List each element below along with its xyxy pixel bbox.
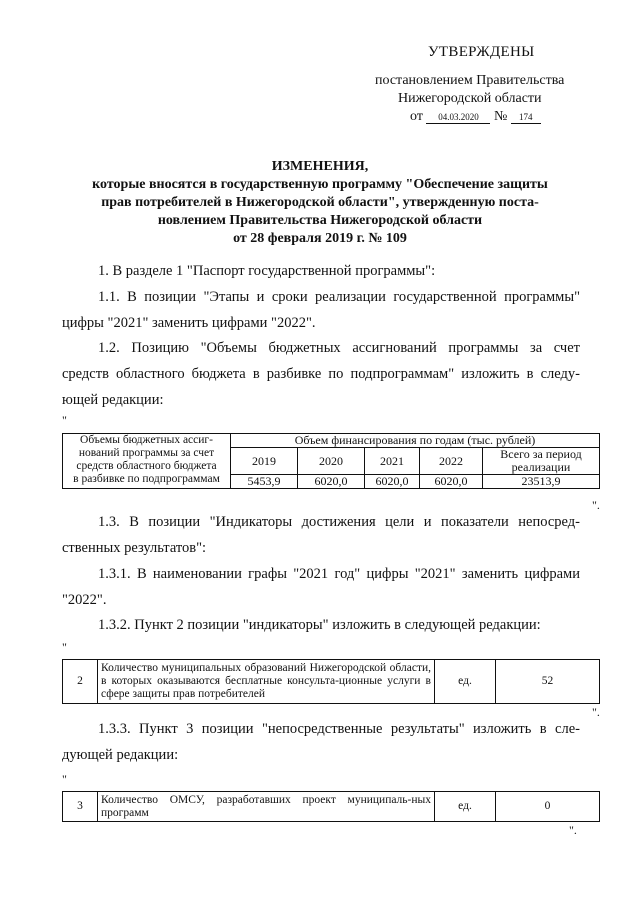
- budget-table-label: [63, 434, 231, 489]
- paragraph-1-3-1: [62, 565, 580, 609]
- approval-line-2: Нижегородской области: [398, 91, 542, 106]
- paragraph-1-3-1-line-b: "2022".: [62, 592, 107, 608]
- approval-date-line: [410, 109, 541, 125]
- paragraph-1-3-1-line-a: 1.3.1. В наименовании графы "2021 год" цифры "2021" заменить цифрами: [98, 566, 580, 582]
- paragraph-1-3-line-b: ственных результатов":: [62, 540, 207, 556]
- budget-value-2020: 6020,0: [298, 475, 365, 489]
- budget-col-2019: 2019: [231, 448, 298, 475]
- date-prefix: от: [410, 109, 423, 124]
- approval-line-1: постановлением Правительства: [375, 73, 565, 88]
- title-line-5: от 28 февраля 2019 г. № 109: [233, 231, 407, 246]
- budget-label-line-4: в разбивке по подпрограммам: [73, 473, 220, 485]
- quote-close-2: ".: [592, 705, 600, 719]
- budget-label-line-2: нований программы за счет: [78, 447, 215, 459]
- budget-col-2020: 2020: [298, 448, 365, 475]
- paragraph-1-3-3-line-a: 1.3.3. Пункт 3 позиции "непосредственные результаты" изложить в сле-: [98, 721, 580, 737]
- budget-value-2022: 6020,0: [420, 475, 483, 489]
- result-num: 3: [63, 792, 98, 822]
- number-sign: №: [493, 109, 508, 124]
- result-table: [62, 791, 600, 822]
- approval-date: 04.03.2020: [426, 111, 490, 124]
- budget-table: [62, 433, 600, 489]
- quote-close-3: ".: [569, 823, 577, 837]
- quote-open-2: ": [62, 640, 67, 654]
- paragraph-1-2-line-c: ющей редакции:: [62, 392, 164, 408]
- budget-value-total: 23513,9: [483, 475, 600, 489]
- paragraph-1-3-2-text: 1.3.2. Пункт 2 позиции "индикаторы" изложить в следующей редакции:: [98, 617, 541, 633]
- paragraph-1-3-3-line-b: дующей редакции:: [62, 747, 179, 763]
- paragraph-1-2: [62, 339, 580, 409]
- title-line-3: прав потребителей в Нижегородской области", утвержденную поста-: [101, 195, 539, 210]
- title-line-4: новлением Правительства Нижегородской области: [157, 213, 483, 228]
- paragraph-1-3-2: [62, 616, 580, 634]
- paragraph-1-text: 1. В разделе 1 "Паспорт государственной программы":: [98, 263, 436, 279]
- paragraph-1-1: [62, 288, 580, 332]
- paragraph-1: [62, 262, 580, 280]
- paragraph-1-3-3: [62, 720, 580, 764]
- title-line-1: ИЗМЕНЕНИЯ,: [271, 159, 369, 174]
- paragraph-1-2-line-b: средств областного бюджета в разбивке по подпрограммам" изложить в следу-: [62, 366, 580, 382]
- budget-label-line-3: средств областного бюджета: [76, 460, 217, 472]
- paragraph-1-3-line-a: 1.3. В позиции "Индикаторы достижения цели и показатели непосред-: [98, 514, 580, 530]
- quote-open-1: ": [62, 413, 67, 427]
- quote-close-1: ".: [592, 498, 600, 512]
- total-header-line-2: реализации: [511, 460, 571, 474]
- budget-group-header: Объем финансирования по годам (тыс. рублей): [231, 434, 600, 448]
- indicator-value: 52: [496, 660, 600, 704]
- result-unit: ед.: [435, 792, 496, 822]
- budget-value-2019: 5453,9: [231, 475, 298, 489]
- approval-heading: УТВЕРЖДЕНЫ: [428, 44, 535, 60]
- result-value: 0: [496, 792, 600, 822]
- total-header-line-1: Всего за период: [500, 447, 582, 461]
- document-title: [60, 158, 580, 248]
- budget-col-2022: 2022: [420, 448, 483, 475]
- indicator-unit: ед.: [435, 660, 496, 704]
- paragraph-1-1-line-a: 1.1. В позиции "Этапы и сроки реализации государственной программы": [98, 289, 580, 305]
- indicator-description: Количество муниципальных образований Нижегородской области, в которых оказываются бесплатные консульта-ционные услуги в сфере защиты прав потребителей: [98, 660, 435, 704]
- budget-col-2021: 2021: [365, 448, 420, 475]
- result-description: Количество ОМСУ, разработавших проект муниципаль-ных программ: [98, 792, 435, 822]
- quote-open-3: ": [62, 772, 67, 786]
- paragraph-1-1-line-b: цифры "2021" заменить цифрами "2022".: [62, 315, 316, 331]
- paragraph-1-2-line-a: 1.2. Позицию "Объемы бюджетных ассигнований программы за счет: [98, 340, 580, 356]
- paragraph-1-3: [62, 513, 580, 557]
- budget-col-total: [483, 448, 600, 475]
- indicator-table: [62, 659, 600, 704]
- indicator-num: 2: [63, 660, 98, 704]
- approval-number: 174: [511, 111, 541, 124]
- budget-label-line-1: Объемы бюджетных ассиг-: [80, 434, 213, 446]
- budget-value-2021: 6020,0: [365, 475, 420, 489]
- title-line-2: которые вносятся в государственную программу "Обеспечение защиты: [92, 177, 548, 192]
